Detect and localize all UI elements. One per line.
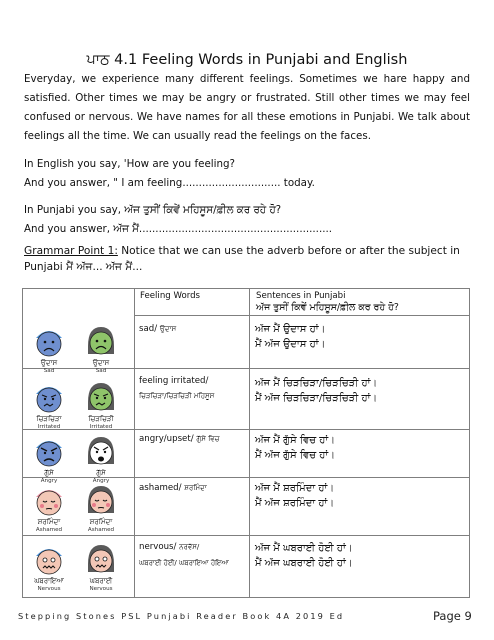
angry-boy-face	[32, 434, 66, 468]
angry-girl-caption: ਗੁੱਸੇ Angry	[92, 469, 110, 484]
sad-boy-caption: ਉਦਾਸ Sad	[40, 359, 58, 374]
sad-girl-caption: ਉਦਾਸ Sad	[92, 359, 110, 374]
page-number: Page 9	[433, 609, 472, 623]
feeling-word-sad: sad/ ਉਦਾਸ	[139, 324, 177, 334]
ashamed-girl-face	[84, 483, 118, 517]
table-row-divider	[134, 315, 470, 316]
english-question-block	[24, 155, 470, 193]
table-border-left	[22, 288, 23, 598]
irritated-boy-caption: ਚਿੜਚਿੜਾ Irritated	[36, 415, 62, 430]
table-row-divider	[22, 535, 470, 536]
feeling-word-irritated: feeling irritated/ ਚਿੜਚਿੜਾ/ਚਿੜਚਿੜੀ ਮਹਿਸੂਸ	[139, 376, 215, 400]
grammar-point	[24, 243, 474, 275]
sentences-ashamed: ਅੱਜ ਮੈਂ ਸ਼ਰਮਿੰਦਾ ਹਾਂ। ਮੈਂ ਅੱਜ ਸ਼ਰਮਿੰਦਾ ਹਾਂ।	[255, 483, 335, 509]
page-title: ਪਾਠ 4.1 Feeling Words in Punjabi and English	[86, 52, 408, 68]
table-column-divider	[249, 288, 250, 598]
nervous-boy-caption: ਘਬਰਾਇਆ Nervous	[34, 577, 64, 592]
sad-boy-face	[32, 324, 66, 358]
irritated-girl-face	[84, 380, 118, 414]
irritated-boy-face	[32, 380, 66, 414]
table-border-bottom	[22, 597, 470, 598]
irritated-girl-caption: ਚਿੜਚਿੜੀ Irritated	[88, 415, 114, 430]
feeling-word-nervous: nervous/ ਨਰਵੱਸ/ ਘਬਰਾਈ ਹੋਈ/ ਘਬਰਾਇਆ ਹੋਇਆ	[139, 542, 229, 567]
feeling-word-angry: angry/upset/ ਗੁੱਸੇ ਵਿਚ	[139, 434, 220, 444]
table-column-divider	[134, 288, 135, 598]
nervous-boy-face	[32, 542, 66, 576]
ashamed-girl-caption: ਸ਼ਰਮਿੰਦਾ Ashamed	[87, 518, 115, 533]
grammar-point-text: Notice that we can use the adverb before or after the subject in Punjabi ਮੈਂ ਅੱਜ... ਅੱਜ ਮੈਂ...	[24, 245, 460, 273]
book-footer: Stepping Stones PSL Punjabi Reader Book 4A 2019 Ed	[18, 611, 345, 621]
sentences-irritated: ਅੱਜ ਮੈਂ ਚਿੜਚਿੜਾ/ਚਿੜਚਿੜੀ ਹਾਂ। ਮੈਂ ਅੱਜ ਚਿੜਚਿੜਾ/ਚਿੜਚਿੜੀ ਹਾਂ।	[255, 378, 378, 404]
sad-girl-face	[84, 324, 118, 358]
english-answer: And you answer, " I am feeling.............................. today.	[24, 177, 315, 189]
sentences-nervous: ਅੱਜ ਮੈਂ ਘਬਰਾਈ ਹੋਈ ਹਾਂ। ਮੈਂ ਅੱਜ ਘਬਰਾਈ ਹੋਈ ਹਾਂ।	[255, 543, 353, 569]
sentences-sad: ਅੱਜ ਮੈਂ ਉਦਾਸ ਹਾਂ। ਮੈਂ ਅੱਜ ਉਦਾਸ ਹਾਂ।	[255, 324, 326, 350]
punjabi-answer: And you answer, ਅੱਜ ਮੈਂ...........................................................	[24, 223, 333, 235]
english-question: In English you say, 'How are you feeling?	[24, 158, 236, 170]
table-border-top	[22, 288, 470, 289]
grammar-point-label: Grammar Point 1:	[24, 245, 118, 257]
angry-boy-caption: ਗੁੱਸੇ Angry	[40, 469, 58, 484]
nervous-girl-face	[84, 542, 118, 576]
ashamed-boy-face	[32, 483, 66, 517]
sentences-angry: ਅੱਜ ਮੈਂ ਗੁੱਸੇ ਵਿਚ ਹਾਂ। ਮੈਂ ਅੱਜ ਗੁੱਸੇ ਵਿਚ ਹਾਂ।	[255, 435, 335, 461]
col-feeling-words-header: Feeling Words	[140, 291, 201, 301]
nervous-girl-caption: ਘਬਰਾਈ Nervous	[89, 577, 113, 592]
table-border-right	[469, 288, 470, 598]
punjabi-question-block	[24, 201, 470, 239]
col-sentences-header: Sentences in Punjabi	[256, 291, 346, 301]
punjabi-question: In Punjabi you say, ਅੱਜ ਤੁਸੀਂ ਕਿਵੇਂ ਮਹਿਸੂਸ/ਫ਼ੀਲ ਕਰ ਰਹੇ ਹੋ?	[24, 204, 282, 216]
angry-girl-face	[84, 434, 118, 468]
feelings-table	[22, 288, 470, 598]
intro-paragraph: Everyday, we experience many different feelings. Sometimes we hare happy and satisfied. Other times we may be angry or frustrated. Still other times we may feel confused or nervous. We have names for all these emotions in Punjabi. We talk about feelings all the time. We can usually read the feelings on the faces.	[24, 73, 470, 142]
feeling-word-ashamed: ashamed/ ਸ਼ਰਮਿੰਦਾ	[139, 483, 207, 493]
col-sentences-subheader: ਅੱਜ ਤੁਸੀਂ ਕਿਵੇਂ ਮਹਿਸੂਸ/ਫ਼ੀਲ ਕਰ ਰਹੇ ਹੋ?	[256, 302, 399, 313]
ashamed-boy-caption: ਸ਼ਰਮਿੰਦਾ Ashamed	[35, 518, 63, 533]
